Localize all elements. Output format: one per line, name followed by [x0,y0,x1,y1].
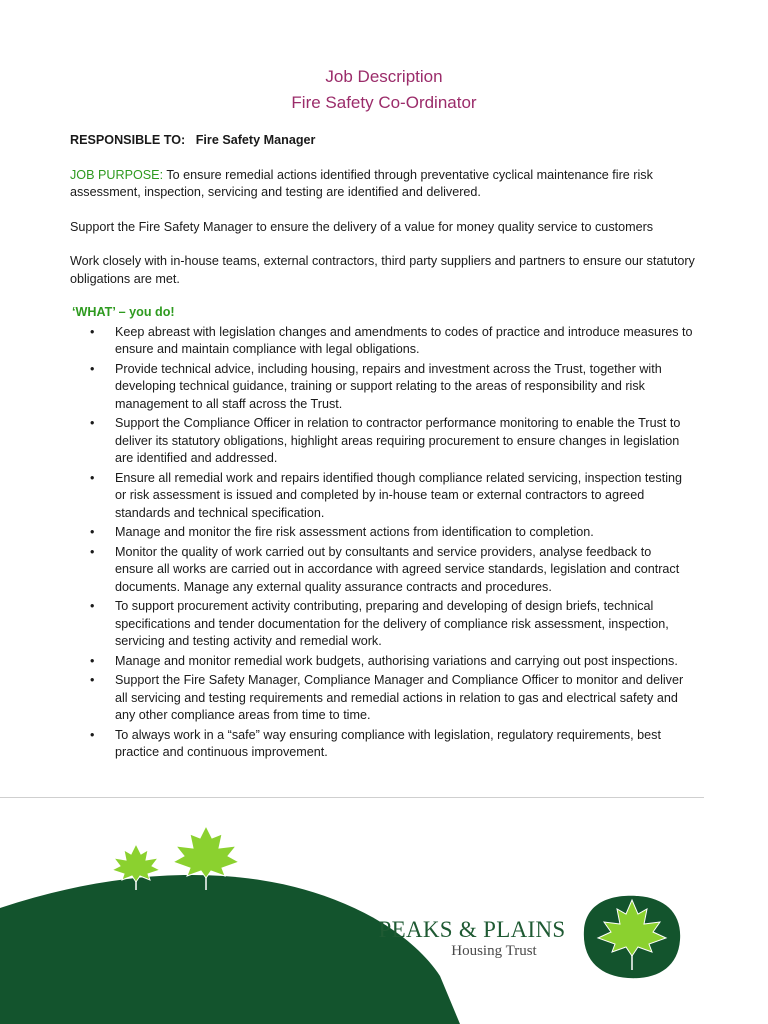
responsible-label: RESPONSIBLE TO: [70,133,186,147]
list-item-text: Manage and monitor the fire risk assessment actions from identification to completion. [115,525,594,539]
bullet: • [90,727,95,742]
bullet: • [90,544,95,559]
support-paragraph: Support the Fire Safety Manager to ensure the delivery of a value for money quality service to customers [70,219,654,234]
logo-wordmark [372,918,572,960]
job-purpose-label: JOB PURPOSE: [70,167,164,182]
logo-subtitle: Housing Trust [451,943,537,959]
list-item-text: Support the Fire Safety Manager, Compliance Manager and Compliance Officer to monitor and deliver all servicing and testing requirements and remedial actions in relation to gas and electrical safety and any other compliance areas from time to time. [115,673,684,722]
list-item [70,544,693,597]
bullet: • [90,599,95,613]
job-purpose-text: To ensure remedial actions identified through preventative cyclical maintenance fire risk assessment, inspection, servicing and testing are identified and delivered. [70,167,653,199]
job-purpose-paragraph [70,167,710,202]
work-closely-paragraph: Work closely with in-house teams, external contractors, third party suppliers and partners to ensure our statutory obligations are met. [70,254,695,286]
list-item-text: Provide technical advice, including housing, repairs and investment across the Trust, together with developing technical guidance, training or support relating to the areas of responsibility and risk management to all staff across the Trust. [115,361,662,411]
job-title: Fire Safety Co-Ordinator [291,93,477,112]
document-body [70,132,710,764]
document-title: Job Description [325,67,443,86]
bullet: • [90,673,95,687]
list-item-text: Support the Compliance Officer in relation to contractor performance monitoring to enable the Trust to deliver its statutory obligations, highlight areas requiring procurement to ensure changes in legislation are identified and addressed. [115,416,681,465]
list-item-text: Monitor the quality of work carried out by consultants and service providers, analyse feedback to ensure all works are carried out in accordance with agreed service standards, legislation and contract documents. Manage any external quality assurance contracts and procedures. [115,544,680,594]
list-item-text: Ensure all remedial work and repairs identified though compliance related servicing, inspection testing or risk assessment is issued and completed by in-house team or external contractors to agreed standards and technical specification. [115,470,683,520]
logo-name: PEAKS & PLAINS [378,917,566,942]
bullet: • [90,361,95,376]
bullet: • [90,470,95,485]
list-item-text: To always work in a “safe” way ensuring compliance with legislation, regulatory requirements, best practice and continuous improvement. [115,727,661,759]
list-item [70,524,693,542]
footer-divider [0,797,704,798]
list-item [70,727,693,762]
responsible-to-line [70,132,710,150]
responsible-value: Fire Safety Manager [195,133,316,147]
list-item-text: Manage and monitor remedial work budgets, authorising variations and carrying out post inspections. [115,653,678,668]
list-item [70,653,693,671]
list-item [70,470,693,523]
bullet: • [90,324,95,339]
bullet: • [90,653,95,668]
list-item [70,672,693,725]
list-item [70,415,693,468]
list-item [70,361,693,414]
list-item [70,598,693,651]
list-item-text: Keep abreast with legislation changes and amendments to codes of practice and introduce measures to ensure and maintain compliance with legal obligations. [115,324,693,356]
bullet: • [90,416,95,430]
logo-badge-icon [584,896,680,979]
duties-list [70,324,710,762]
list-item-text: To support procurement activity contributing, preparing and developing of design briefs, technical specifications and tender documentation for the delivery of compliance risk assessment, inspection, servicing and testing activity and remedial work. [115,599,669,648]
footer-graphic [0,800,768,1024]
bullet: • [90,525,95,539]
title-block [0,64,768,116]
what-you-do-heading: ‘WHAT’ – you do! [72,305,175,319]
list-item [70,324,693,359]
